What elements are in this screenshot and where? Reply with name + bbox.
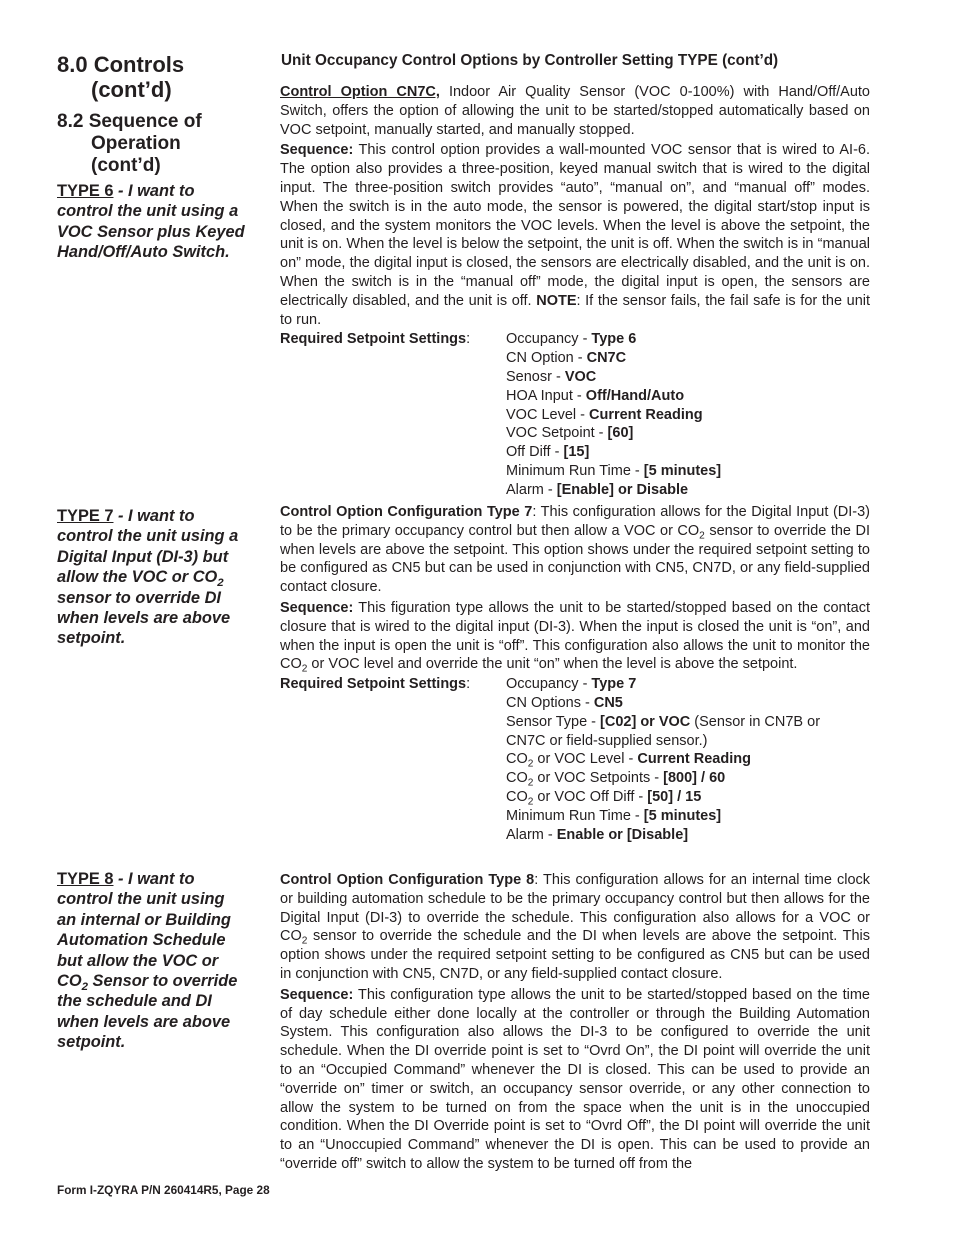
type7-line: allow the VOC or CO <box>57 568 218 587</box>
setting-item: Alarm - Enable or [Disable] <box>506 826 689 843</box>
setting-item: HOA Input - Off/Hand/Auto <box>506 387 685 404</box>
required-settings-type7 <box>280 675 870 844</box>
paragraph-text: : This configuration allows for the Digital Input (DI-3) to be the primary occupancy control but then allow a VOC or CO <box>280 504 870 539</box>
section-title-line2: (cont’d) <box>91 77 172 102</box>
sequence-label: Sequence: <box>280 599 354 616</box>
setting-item: $CO_2$ or VOC Level - Current Reading <box>506 751 751 770</box>
sequence7-paragraph <box>280 599 870 674</box>
subsection-title-line1: 8.2 Sequence of <box>57 111 202 132</box>
subscript: 2 <box>217 577 224 590</box>
page-heading: Unit Occupancy Control Options by Controller Setting TYPE (cont’d) <box>281 52 779 69</box>
cn7c-label: Control Option CN7C, <box>280 84 440 100</box>
type6-heading <box>57 181 262 263</box>
paragraph-text: Indoor Air Quality Sensor (VOC 0-100%) with Hand/Off/Auto Switch, offers the option of allowing the unit to be started/stopped automatically based on VOC setpoint, manually started, and manually stopped. <box>280 84 870 138</box>
type6-block <box>280 83 870 500</box>
paragraph-text: : If the sensor fails, the fail safe is for the unit to run. <box>280 292 871 328</box>
config8-paragraph <box>280 871 870 984</box>
setting-item: CN7C or field-supplied sensor.) <box>506 732 708 749</box>
setting-item: CN Options - CN5 <box>506 694 623 711</box>
paragraph-text: : This configuration allows for an internal time clock or building automation schedule to be the primary occupancy control but then allows for the Digital Input (DI-3) to override the schedule. This configuration also allows for a VOC or CO <box>280 872 871 945</box>
settings-list <box>506 330 721 499</box>
type8-line: the schedule and DI <box>57 992 212 1011</box>
type8-line: control the unit using <box>57 890 225 909</box>
cn7c-paragraph <box>280 83 870 139</box>
required-settings-type6 <box>280 330 870 499</box>
type7-line: sensor to override DI <box>57 588 221 607</box>
type8-line: Automation Schedule <box>57 931 226 950</box>
colon: : <box>466 331 471 348</box>
config-label: Control Option Configuration Type 8 <box>280 872 535 888</box>
paragraph-text: This configuration type allows the unit to be started/stopped based on the time of day schedule either done locally at the controller or through the Building Automation System. This configuration also allows the DI-3 to be configured to override the unit schedule. When the DI override point is set to “Ovrd On”, the DI point will override the unit to an “Occupied Command” whenever the DI is closed. This can be used to provide an “override on” timer or switch, an occupancy sensor override, or any other connection to allow the system to be turned on from the space when the unit is in the unoccupied condition. When the DI Override point is set to “Ovrd Off”, the DI point will override the unit to an “Unoccupied Command” whenever the DI is open. This can be used to provide an “override off” switch to allow the system to be turned off from the <box>280 986 870 1172</box>
type6-line: control the unit using a <box>57 202 239 221</box>
setting-item: VOC Level - Current Reading <box>506 406 703 423</box>
paragraph-text: This control option provides a wall-mounted VOC sensor that is wired to AI-6. The option also provides a three-position, keyed manual switch that is wired to the digital input. The three-position switch provides “auto”, “manual on”, and “manual off” modes. When the switch is in the auto mode, the sensor is powered, the digital start/stop input is closed, and the system monitors the VOC levels. When the level is above the setpoint, the unit is on. When the level is below the setpoint, the unit is off. When the switch is in “manual on” mode, the digital input is closed, the sensors are electrically disabled, and the unit is on. When the switch is in the “manual off” mode, the digital input is open, the sensors are electrically disabled, and the unit is off. <box>280 142 870 309</box>
subsection-title-line2: Operation <box>91 133 181 154</box>
type8-line: when levels are above <box>57 1012 231 1031</box>
required-settings-label: Required Setpoint Settings <box>280 676 467 693</box>
setting-item: $CO_2$ or VOC Off Diff - [50] / 15 <box>506 788 702 808</box>
type7-block <box>280 503 870 844</box>
setting-item: Occupancy - Type 7 <box>506 676 637 693</box>
subscript: 2 <box>301 935 308 947</box>
setting-item: Sensor Type - [C02] or VOC (Sensor in CN7B or <box>506 713 821 730</box>
config-label: Control Option Configuration Type 7 <box>280 504 533 520</box>
type7-line: - I want to <box>118 507 195 525</box>
sequence-label: Sequence: <box>280 986 354 1003</box>
setting-item: Occupancy - Type 6 <box>506 331 637 348</box>
settings-list <box>506 675 820 844</box>
type7-line: Digital Input (DI-3) but <box>57 547 229 566</box>
setting-item: VOC Setpoint - [60] <box>506 425 634 442</box>
setting-item: CN Option - CN7C <box>506 350 627 367</box>
type8-line: - I want to <box>118 870 195 888</box>
type7-line: when levels are above <box>57 609 231 628</box>
type6-line: VOC Sensor plus Keyed <box>57 222 245 241</box>
colon: : <box>466 676 471 693</box>
paragraph-text: or VOC level and override the unit “on” when the level is above the setpoint. <box>307 656 798 673</box>
setting-item: Off Diff - [15] <box>506 444 590 461</box>
type7-heading <box>57 506 262 649</box>
setting-item: $CO_2$ or VOC Setpoints - [800] / 60 <box>506 770 726 789</box>
config7-paragraph <box>280 503 870 597</box>
note-label: NOTE <box>536 292 577 309</box>
type8-line: setpoint. <box>57 1033 126 1052</box>
type8-heading <box>57 869 262 1053</box>
subscript: 2 <box>301 663 308 675</box>
type6-label: TYPE 6 <box>57 182 114 200</box>
type7-label: TYPE 7 <box>57 507 114 525</box>
type8-line: but allow the VOC or <box>57 951 219 970</box>
subsection-title-line3: (cont’d) <box>91 155 161 176</box>
sequence6-paragraph <box>280 141 870 329</box>
type6-line: Hand/Off/Auto Switch. <box>57 243 230 262</box>
type8-line: CO <box>57 972 82 991</box>
setting-item: Minimum Run Time - [5 minutes] <box>506 462 722 479</box>
type6-line: - I want to <box>118 182 195 200</box>
page-footer: Form I-ZQYRA P/N 260414R5, Page 28 <box>57 1183 270 1197</box>
setting-item: Alarm - [Enable] or Disable <box>506 481 689 498</box>
subscript: 2 <box>81 981 88 994</box>
section-title <box>57 52 184 102</box>
sequence-label: Sequence: <box>280 142 354 159</box>
setting-item: Minimum Run Time - [5 minutes] <box>506 807 722 824</box>
type8-line: Sensor to override <box>87 972 238 991</box>
setting-item: Senosr - VOC <box>506 368 597 385</box>
subsection-title <box>57 111 202 177</box>
required-settings-label: Required Setpoint Settings <box>280 331 467 348</box>
sequence8-paragraph <box>280 986 870 1174</box>
section-title-line1: 8.0 Controls <box>57 52 185 77</box>
type7-line: control the unit using a <box>57 527 239 546</box>
type7-line: setpoint. <box>57 629 126 648</box>
paragraph-text: sensor to override the DI when levels are above the setpoint. This option shows under the required setpoint setting to be configured as CN5 but can be used in conjunction with CN5, CN7D, or any field-supplied contact closure. <box>280 522 870 596</box>
type8-block <box>280 871 870 1174</box>
type8-label: TYPE 8 <box>57 870 114 888</box>
paragraph-text: This figuration type allows the unit to be started/stopped based on the contact closure that is wired to the digital input (DI-3). When the input is closed the unit is “on”, and when the input is open the unit is “off”. This configuration also allows the unit to monitor the CO <box>280 599 870 673</box>
subscript: 2 <box>699 530 705 542</box>
paragraph-text: sensor to override the schedule and the DI when levels are above the setpoint. This option shows under the required setpoint setting to be configured as CN5 but can be used in conjunction with CN5, CN7D, or any field-supplied contact closure. <box>280 928 870 982</box>
type8-line: an internal or Building <box>57 910 231 929</box>
